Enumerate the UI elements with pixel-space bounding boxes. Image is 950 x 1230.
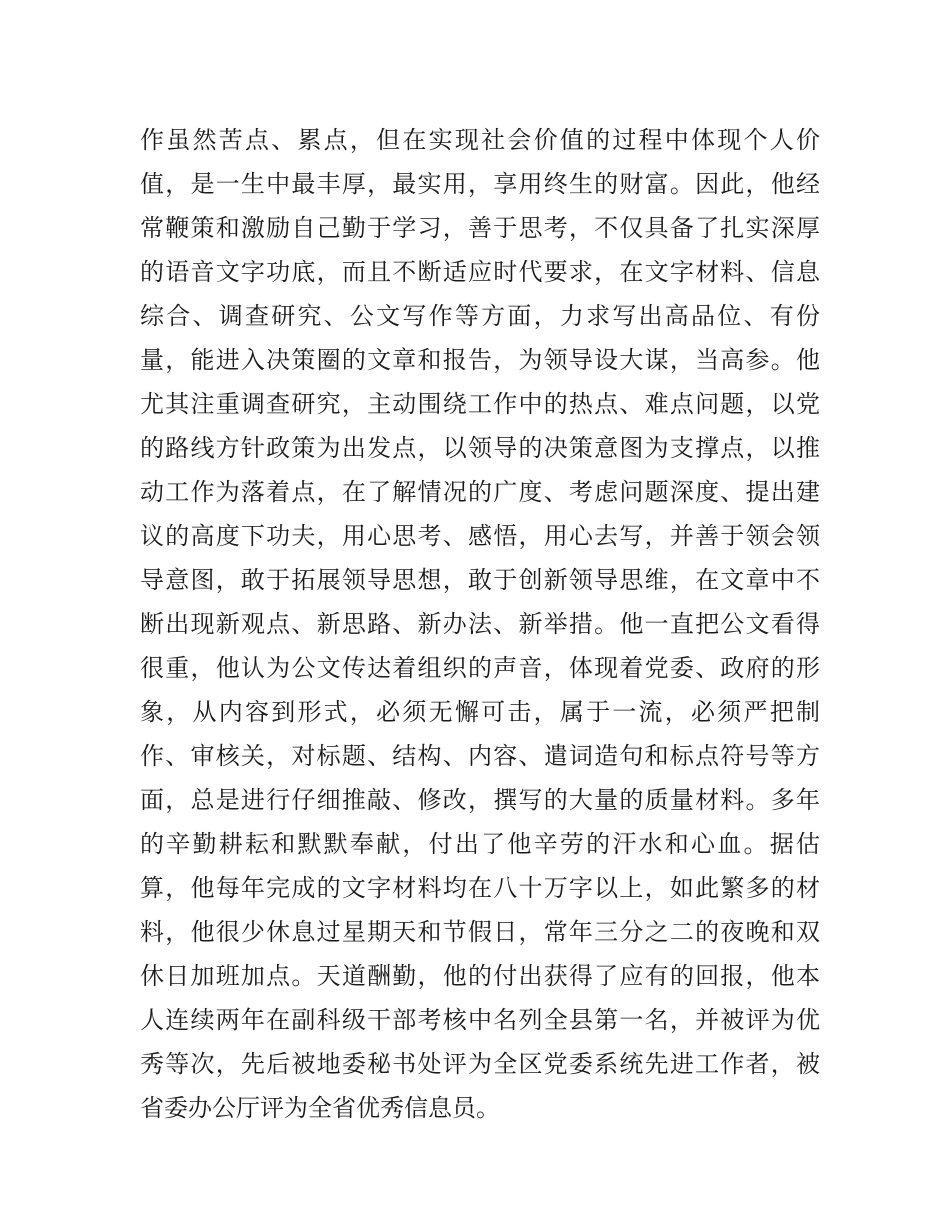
text-line: 很重，他认为公文传达着组织的声音，体现着党委、政府的形: [140, 654, 820, 682]
text-line: 断出现新观点、新思路、新办法、新举措。他一直把公文看得: [140, 610, 820, 638]
text-line: 算，他每年完成的文字材料均在八十万字以上，如此繁多的材: [140, 874, 820, 902]
text-line: 象，从内容到形式，必须无懈可击，属于一流，必须严把制: [140, 698, 820, 726]
text-line: 人连续两年在副科级干部考核中名列全县第一名，并被评为优: [140, 1006, 820, 1034]
text-line: 量，能进入决策圈的文章和报告，为领导设大谋，当高参。他: [140, 346, 820, 374]
text-line: 常鞭策和激励自己勤于学习，善于思考，不仅具备了扎实深厚: [140, 214, 820, 242]
text-line: 尤其注重调查研究，主动围绕工作中的热点、难点问题，以党: [140, 390, 820, 418]
body-paragraph: [140, 118, 820, 1130]
text-line: 的路线方针政策为出发点，以领导的决策意图为支撑点，以推: [140, 434, 820, 462]
text-line: 秀等次，先后被地委秘书处评为全区党委系统先进工作者，被: [140, 1050, 820, 1078]
text-line: 省委办公厅评为全省优秀信息员。: [140, 1094, 500, 1122]
text-line: 议的高度下功夫，用心思考、感悟，用心去写，并善于领会领: [140, 522, 820, 550]
text-line: 作、审核关，对标题、结构、内容、遣词造句和标点符号等方: [140, 742, 820, 770]
text-line: 值，是一生中最丰厚，最实用，享用终生的财富。因此，他经: [140, 170, 820, 198]
text-line: 的辛勤耕耘和默默奉献，付出了他辛劳的汗水和心血。据估: [140, 830, 820, 858]
text-line: 的语音文字功底，而且不断适应时代要求，在文字材料、信息: [140, 258, 820, 286]
text-line: 动工作为落着点，在了解情况的广度、考虑问题深度、提出建: [140, 478, 820, 506]
text-line: 料，他很少休息过星期天和节假日，常年三分之二的夜晚和双: [140, 918, 820, 946]
text-line: 面，总是进行仔细推敲、修改，撰写的大量的质量材料。多年: [140, 786, 820, 814]
text-line: 作虽然苦点、累点，但在实现社会价值的过程中体现个人价: [140, 126, 820, 154]
text-line: 综合、调查研究、公文写作等方面，力求写出高品位、有份: [140, 302, 820, 330]
text-line: 休日加班加点。天道酬勤，他的付出获得了应有的回报，他本: [140, 962, 820, 990]
text-line: 导意图，敢于拓展领导思想，敢于创新领导思维，在文章中不: [140, 566, 820, 594]
